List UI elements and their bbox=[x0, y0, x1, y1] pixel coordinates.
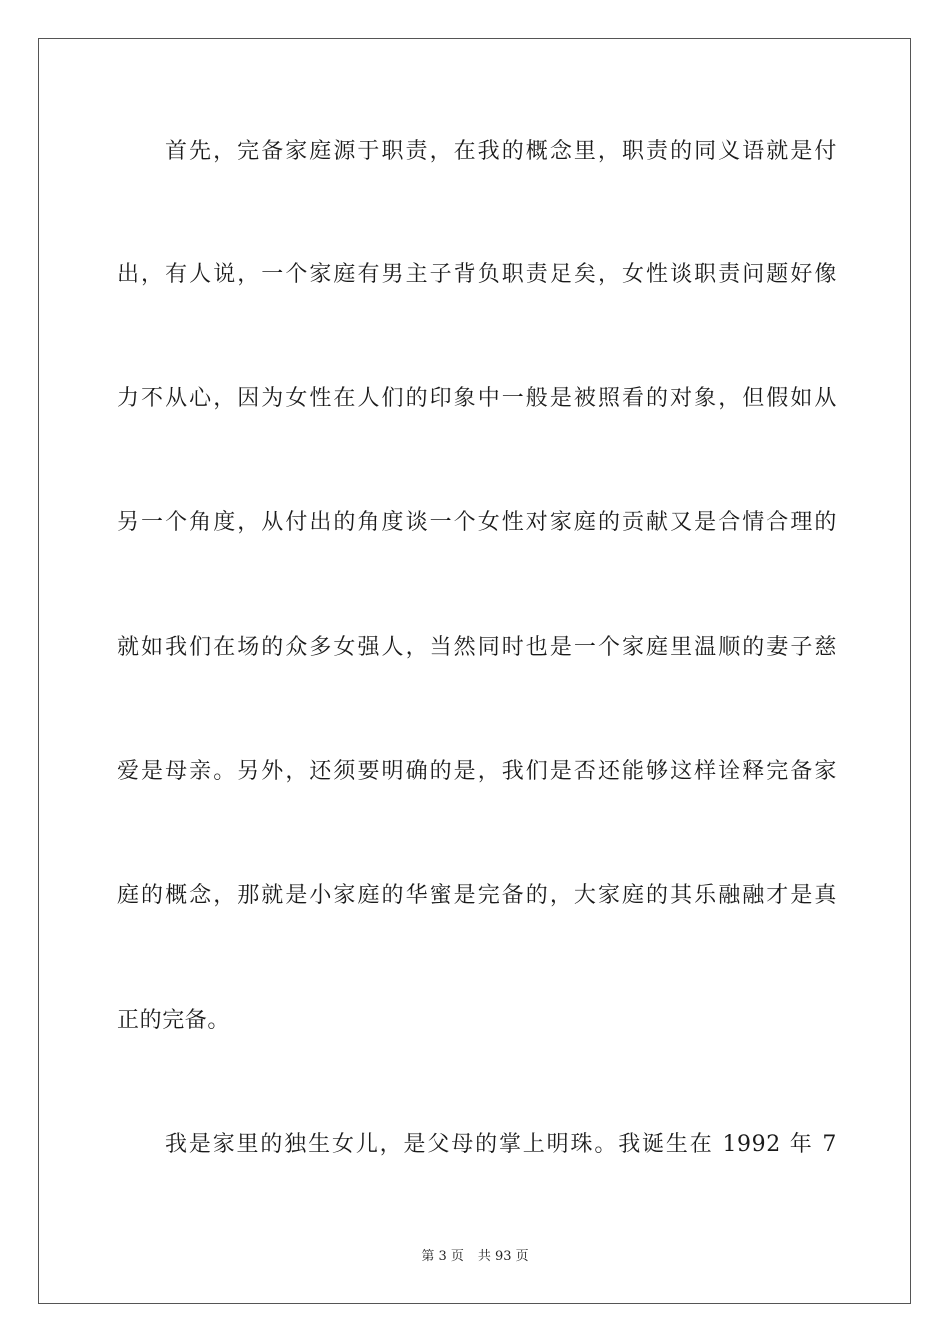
paragraph-line: 就如我们在场的众多女强人，当然同时也是一个家庭里温顺的妻子慈 bbox=[117, 635, 837, 660]
paragraph-line: 力不从心，因为女性在人们的印象中一般是被照看的对象，但假如从 bbox=[117, 386, 837, 411]
total-pages: 共 93 页 bbox=[477, 1249, 529, 1264]
paragraph-line: 另一个角度，从付出的角度谈一个女性对家庭的贡献又是合情合理的 bbox=[117, 510, 837, 535]
page-footer bbox=[0, 1248, 950, 1266]
paragraph-line: 正的完备。 bbox=[117, 1008, 231, 1033]
paragraph-line: 我是家里的独生女儿，是父母的掌上明珠。我诞生在 1992 年 7 bbox=[165, 1132, 837, 1157]
page-number: 第 3 页 bbox=[421, 1249, 464, 1264]
page-border bbox=[38, 38, 911, 1304]
paragraph-line: 首先，完备家庭源于职责，在我的概念里，职责的同义语就是付 bbox=[165, 139, 837, 164]
paragraph-line: 庭的概念，那就是小家庭的华蜜是完备的，大家庭的其乐融融才是真 bbox=[117, 883, 837, 908]
paragraph-line: 爱是母亲。另外，还须要明确的是，我们是否还能够这样诠释完备家 bbox=[117, 759, 837, 784]
paragraph-line: 出，有人说，一个家庭有男主子背负职责足矣，女性谈职责问题好像 bbox=[117, 262, 837, 287]
